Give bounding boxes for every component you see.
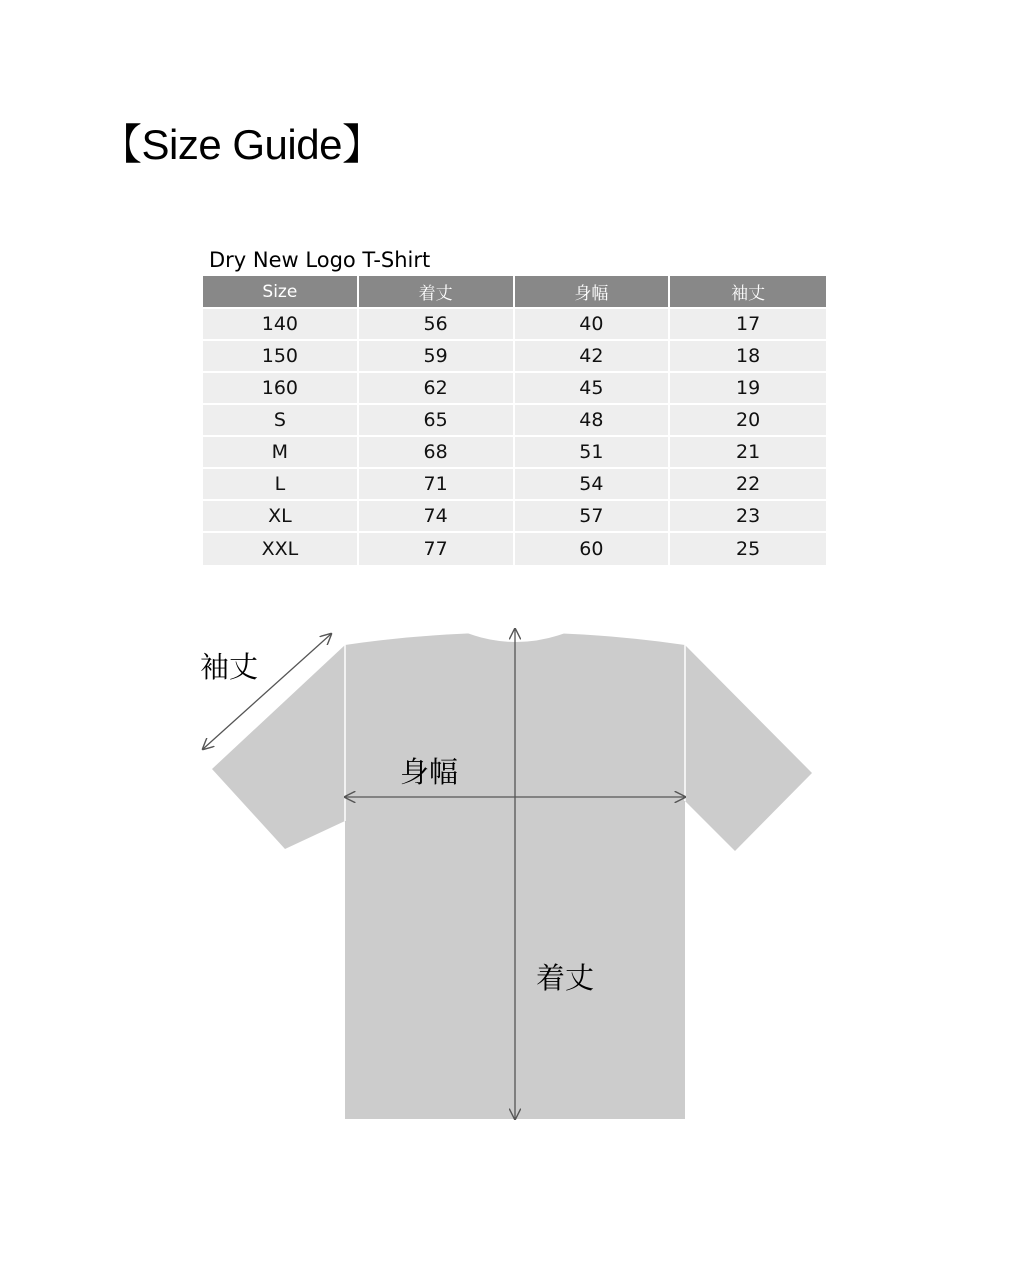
cell-length: 59 bbox=[359, 341, 515, 373]
cell-width: 40 bbox=[515, 309, 671, 341]
header-width: 身幅 bbox=[515, 276, 671, 309]
cell-width: 54 bbox=[515, 469, 671, 501]
cell-width: 57 bbox=[515, 501, 671, 533]
cell-sleeve: 20 bbox=[670, 405, 826, 437]
cell-size: 160 bbox=[203, 373, 359, 405]
cell-width: 42 bbox=[515, 341, 671, 373]
header-sleeve: 袖丈 bbox=[670, 276, 826, 309]
cell-size: 140 bbox=[203, 309, 359, 341]
body-length-label: 着丈 bbox=[536, 961, 595, 995]
cell-size: S bbox=[203, 405, 359, 437]
tshirt-body bbox=[212, 633, 812, 1120]
cell-length: 62 bbox=[359, 373, 515, 405]
product-name: Dry New Logo T-Shirt bbox=[209, 248, 431, 272]
cell-sleeve: 21 bbox=[670, 437, 826, 469]
cell-width: 51 bbox=[515, 437, 671, 469]
cell-sleeve: 19 bbox=[670, 373, 826, 405]
cell-sleeve: 23 bbox=[670, 501, 826, 533]
header-length: 着丈 bbox=[359, 276, 515, 309]
cell-sleeve: 17 bbox=[670, 309, 826, 341]
cell-size: M bbox=[203, 437, 359, 469]
cell-length: 74 bbox=[359, 501, 515, 533]
cell-size: 150 bbox=[203, 341, 359, 373]
cell-size: L bbox=[203, 469, 359, 501]
cell-length: 68 bbox=[359, 437, 515, 469]
cell-width: 48 bbox=[515, 405, 671, 437]
cell-sleeve: 18 bbox=[670, 341, 826, 373]
header-size: Size bbox=[203, 276, 359, 309]
cell-length: 56 bbox=[359, 309, 515, 341]
cell-size: XL bbox=[203, 501, 359, 533]
sleeve-length-label: 袖丈 bbox=[200, 650, 259, 684]
cell-sleeve: 25 bbox=[670, 533, 826, 565]
cell-length: 71 bbox=[359, 469, 515, 501]
body-width-label: 身幅 bbox=[400, 755, 459, 789]
cell-width: 60 bbox=[515, 533, 671, 565]
page-title: 【Size Guide】 bbox=[100, 121, 384, 168]
cell-sleeve: 22 bbox=[670, 469, 826, 501]
cell-length: 65 bbox=[359, 405, 515, 437]
cell-width: 45 bbox=[515, 373, 671, 405]
cell-size: XXL bbox=[203, 533, 359, 565]
cell-length: 77 bbox=[359, 533, 515, 565]
